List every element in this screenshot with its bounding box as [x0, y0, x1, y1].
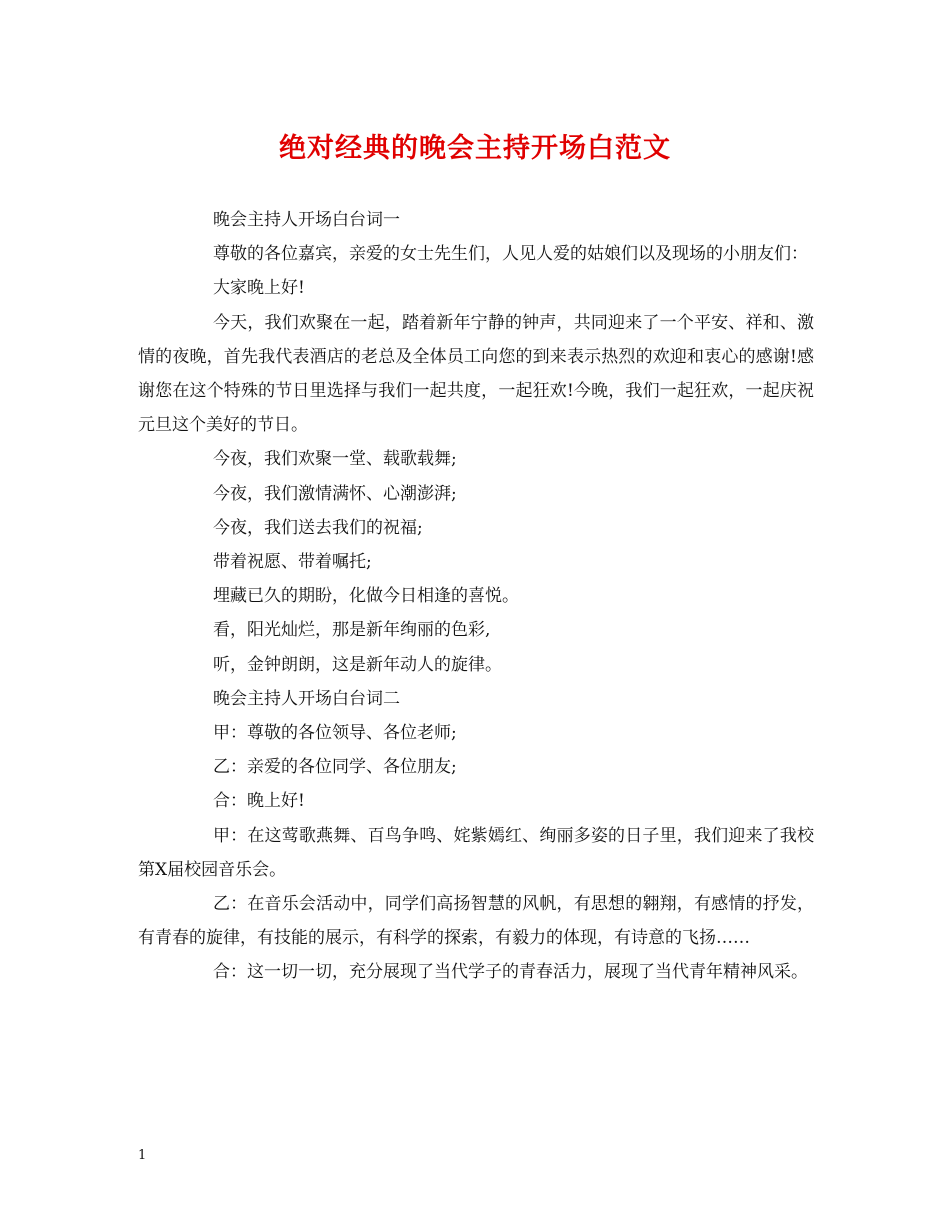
paragraph: 甲：在这莺歌燕舞、百鸟争鸣、姹紫嫣红、绚丽多姿的日子里，我们迎来了我校第X届校园音乐会。: [138, 825, 814, 880]
paragraph: 甲：尊敬的各位领导、各位老师;: [213, 723, 457, 744]
paragraph: 埋藏已久的期盼，化做今日相逢的喜悦。: [213, 586, 519, 607]
paragraph: 今夜，我们欢聚一堂、载歌载舞;: [213, 449, 457, 470]
paragraph: 今夜，我们激情满怀、心潮澎湃;: [213, 483, 457, 504]
paragraph: 合：晚上好!: [213, 791, 305, 812]
paragraph: 合：这一切一切，充分展现了当代学子的青春活力，展现了当代青年精神风采。: [213, 962, 808, 983]
paragraph: 乙：在音乐会活动中，同学们高扬智慧的风帆，有思想的翱翔，有感情的抒发，有青春的旋律，有技能的展示，有科学的探索，有毅力的体现，有诗意的飞扬……: [138, 894, 814, 949]
paragraph: 晚会主持人开场白台词一: [213, 210, 400, 230]
document-title: 绝对经典的晚会主持开场白范文: [279, 133, 671, 164]
page-number: 1: [138, 1148, 147, 1163]
paragraph: 乙：亲爱的各位同学、各位朋友;: [213, 757, 457, 778]
paragraph: 今天，我们欢聚在一起，踏着新年宁静的钟声，共同迎来了一个平安、祥和、激情的夜晚，首先我代表酒店的老总及全体员工向您的到来表示热烈的欢迎和衷心的感谢!感谢您在这个特殊的节日里选择与我们一起共度，一起狂欢!今晚，我们一起狂欢，一起庆祝元旦这个美好的节日。: [138, 312, 814, 436]
paragraph: 晚会主持人开场白台词二: [213, 688, 400, 709]
paragraph: 听，金钟朗朗，这是新年动人的旋律。: [213, 654, 502, 675]
paragraph: 大家晚上好!: [213, 278, 305, 299]
paragraph: 尊敬的各位嘉宾，亲爱的女士先生们，人见人爱的姑娘们以及现场的小朋友们：: [213, 244, 808, 265]
document-body: [138, 203, 814, 990]
paragraph: 今夜，我们送去我们的祝福;: [213, 517, 423, 538]
paragraph: 带着祝愿、带着嘱托;: [213, 552, 372, 573]
paragraph: 看，阳光灿烂，那是新年绚丽的色彩,: [213, 620, 491, 641]
